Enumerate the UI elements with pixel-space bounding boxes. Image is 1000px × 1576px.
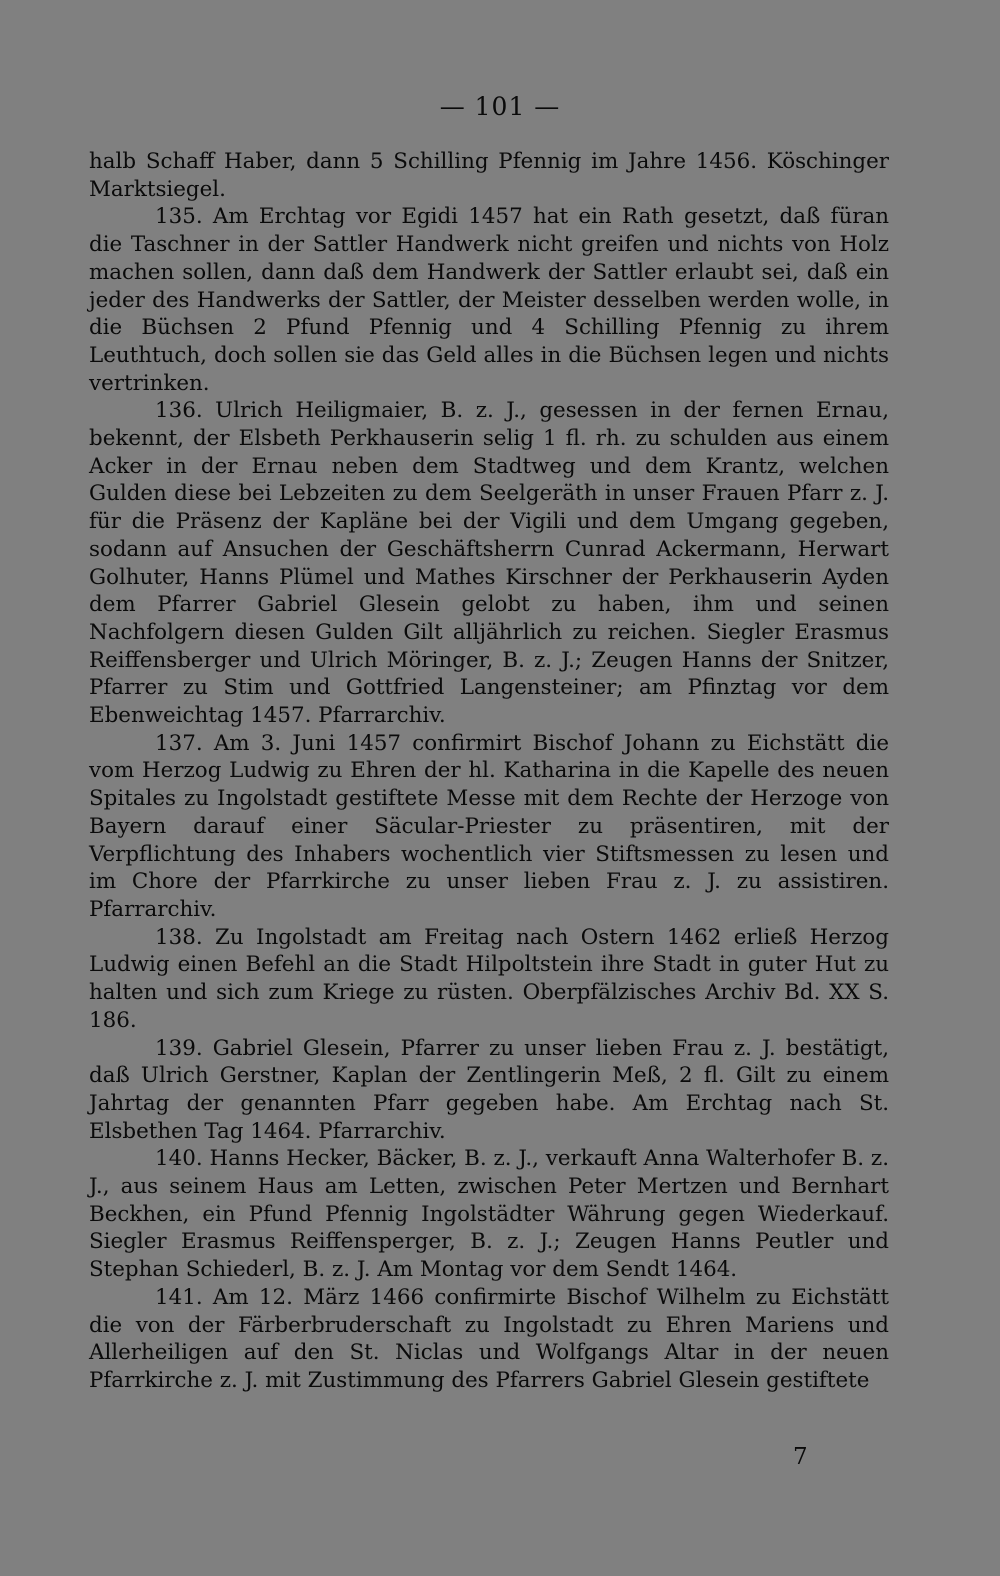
paragraph-138: 138. Zu Ingolstadt am Freitag nach Ostern 1462 erließ Herzog Ludwig einen Befehl an die Stadt Hilpoltstein ihre Stadt in guter Hut zu halten und sich zum Kriege zu rüsten. Oberpfälzisches Archiv Bd. XX S. 186. [89,924,889,1033]
page-number: — 101 — [439,92,561,121]
signature-mark: 7 [793,1444,808,1470]
page-body [89,148,889,1395]
paragraph-140: 140. Hanns Hecker, Bäcker, B. z. J., verkauft Anna Walterhofer B. z. J., aus seinem Haus am Letten, zwischen Peter Mertzen und Bernhart Beckhen, ein Pfund Pfennig Ingolstädter Währung gegen Wiederkauf. Siegler Erasmus Reiffensperger, B. z. J.; Zeugen Hanns Peutler und Stephan Schiederl, B. z. J. Am Montag vor dem Sendt 1464. [89,1146,889,1283]
paragraph-139: 139. Gabriel Glesein, Pfarrer zu unser lieben Frau z. J. bestätigt, daß Ulrich Gerstner, Kaplan der Zentlingerin Meß, 2 fl. Gilt zu einem Jahrtag der genannten Pfarr gegeben habe. Am Erchtag nach St. Elsbethen Tag 1464. Pfarrarchiv. [89,1035,889,1144]
paragraph-continuation: halb Schaff Haber, dann 5 Schilling Pfennig im Jahre 1456. Köschinger Marktsiegel. [89,149,889,202]
paragraph-141: 141. Am 12. März 1466 confirmirte Bischof Wilhelm zu Eichstätt die von der Färberbruderschaft zu Ingolstadt zu Ehren Mariens und Allerheiligen auf den St. Niclas und Wolfgangs Altar in der neuen Pfarrkirche z. J. mit Zustimmung des Pfarrers Gabriel Glesein gestiftete [89,1284,889,1393]
paragraph-137: 137. Am 3. Juni 1457 confirmirt Bischof Johann zu Eichstätt die vom Herzog Ludwig zu Ehren der hl. Katharina in die Kapelle des neuen Spitales zu Ingolstadt gestiftete Messe mit dem Rechte der Herzoge von Bayern darauf einer Säcular-Priester zu präsentiren, mit der Verpflichtung des Inhabers wochentlich vier Stiftsmessen zu lesen und im Chore der Pfarrkirche zu unser lieben Frau z. J. zu assistiren. Pfarrarchiv. [89,730,889,922]
paragraph-135: 135. Am Erchtag vor Egidi 1457 hat ein Rath gesetzt, daß füran die Taschner in der Sattler Handwerk nicht greifen und nichts von Holz machen sollen, dann daß dem Handwerk der Sattler erlaubt sei, daß ein jeder des Handwerks der Sattler, der Meister desselben werden wolle, in die Büchsen 2 Pfund Pfennig und 4 Schilling Pfennig zu ihrem Leuthtuch, doch sollen sie das Geld alles in die Büchsen legen und nichts vertrinken. [89,204,889,396]
paragraph-136: 136. Ulrich Heiligmaier, B. z. J., gesessen in der fernen Ernau, bekennt, der Elsbeth Perkhauserin selig 1 fl. rh. zu schulden aus einem Acker in der Ernau neben dem Stadtweg und dem Krantz, welchen Gulden diese bei Lebzeiten zu dem Seelgeräth in unser Frauen Pfarr z. J. für die Präsenz der Kapläne bei der Vigili und dem Umgang gegeben, sodann auf Ansuchen der Geschäftsherrn Cunrad Ackermann, Herwart Golhuter, Hanns Plümel und Mathes Kirschner der Perkhauserin Ayden dem Pfarrer Gabriel Glesein gelobt zu haben, ihm und seinen Nachfolgern diesen Gulden Gilt alljährlich zu reichen. Siegler Erasmus Reiffensberger und Ulrich Möringer, B. z. J.; Zeugen Hanns der Snitzer, Pfarrer zu Stim und Gottfried Langensteiner; am Pfinztag vor dem Ebenweichtag 1457. Pfarrarchiv. [89,398,889,729]
